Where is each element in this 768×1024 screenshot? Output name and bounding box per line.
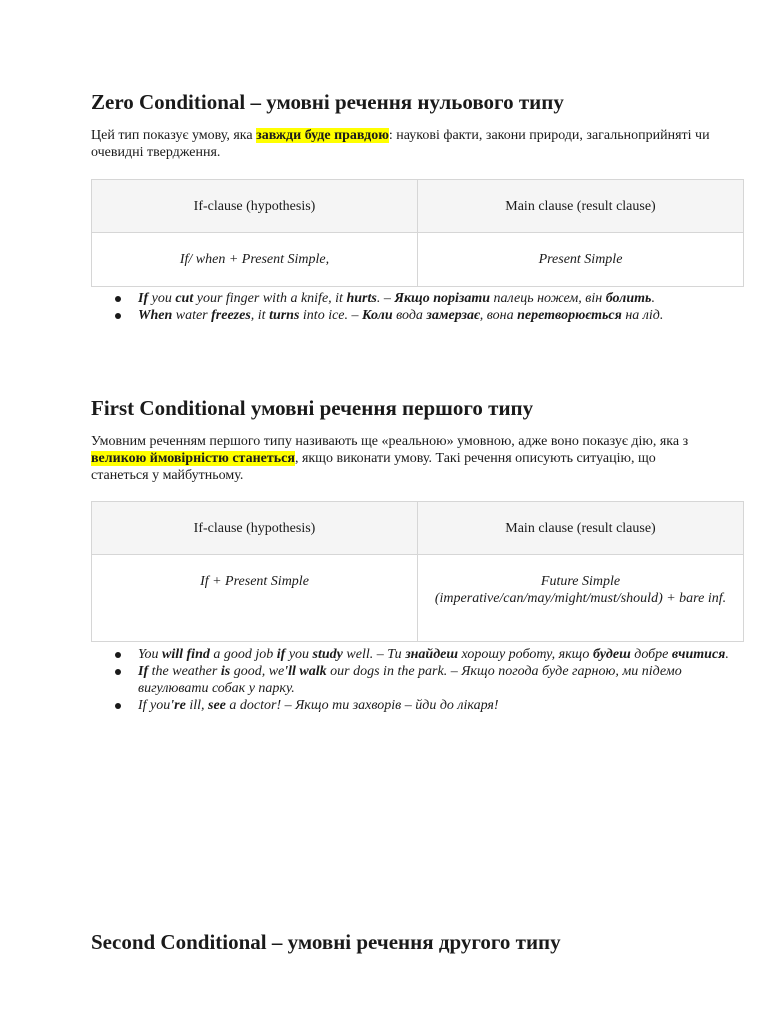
main-clause-header: Main clause (result clause) [418,180,744,233]
example-text: добре [630,647,672,662]
emphasized-text: hurts [346,291,377,306]
example-text: . [651,291,655,306]
emphasized-text: see [208,698,226,713]
intro-text: Умовним реченням першого типу називають ще «реальною» умовною, адже воно показує дію, яка з [91,434,689,449]
example-text: well. – Ти [342,647,406,662]
zero-conditional-examples [91,290,753,324]
example-text: . – [376,291,395,306]
emphasized-text: перетворюється [517,308,622,323]
emphasized-text: будеш [592,647,631,662]
emphasized-text: If [138,664,149,679]
first-conditional-examples [91,646,753,714]
main-clause-cell: Future Simple (imperative/can/may/might/must/should) + bare inf. [418,555,744,642]
example-text: our dogs in the park. – Якщо погода буде гарною, ми підемо вигулювати собак у парку. [138,664,682,696]
emphasized-text: Якщо порізати [394,291,491,306]
emphasized-text: study [312,647,343,662]
example-text: If you [138,698,171,713]
emphasized-text: freezes [211,308,251,323]
zero-conditional-intro [91,127,711,161]
example-item [138,290,753,307]
example-text: a good job [209,647,277,662]
example-text: good, we [230,664,285,679]
example-item [138,663,753,697]
first-conditional-table [91,501,744,642]
zero-conditional-table [91,179,744,287]
if-clause-cell: If + Present Simple [92,555,418,642]
example-text: вода [392,308,427,323]
emphasized-text: знайдеш [405,647,459,662]
example-item [138,697,753,714]
emphasized-text: 're [170,698,186,713]
table-header-row [92,180,744,233]
example-item [138,646,753,663]
table-row [92,555,744,642]
example-text: . [725,647,729,662]
emphasized-text: if [276,647,286,662]
table-header-row [92,502,744,555]
highlighted-phrase: великою ймовірністю станеться [91,451,295,466]
emphasized-text: is [220,664,231,679]
example-text: ill, [185,698,208,713]
emphasized-text: вчитися [671,647,726,662]
intro-text: Цей тип показує умову, яка [91,128,257,143]
if-clause-header: If-clause (hypothesis) [92,180,418,233]
zero-conditional-title: Zero Conditional – умовні речення нульового типу [91,90,564,114]
first-conditional-title: First Conditional умовні речення першого типу [91,396,534,420]
highlighted-phrase: завжди буде правдою [256,128,389,143]
emphasized-text: If [138,291,149,306]
intro-text: : наукові факти, закони природи, загальноприйняті чи очевидні твердження. [91,128,710,160]
emphasized-text: 'll walk [284,664,327,679]
emphasized-text: will find [162,647,210,662]
if-clause-header: If-clause (hypothesis) [92,502,418,555]
emphasized-text: turns [269,308,300,323]
example-text: You [138,647,163,662]
example-text: you [148,291,176,306]
emphasized-text: болить [605,291,652,306]
example-text: into ice. – [299,308,363,323]
table-row [92,233,744,287]
intro-text: , якщо виконати умову. Такі речення описують ситуацію, що станеться у майбутньому. [91,451,656,483]
example-text: на лід. [621,308,664,323]
example-text: a doctor! – Якщо ти захворів – йди до лікаря! [225,698,499,713]
example-text: water [172,308,212,323]
second-conditional-title: Second Conditional – умовні речення другого типу [91,930,561,954]
emphasized-text: Коли [362,308,393,323]
emphasized-text: замерзає [426,308,480,323]
example-text: , вона [479,308,518,323]
example-text: your finger with a knife, it [193,291,347,306]
example-text: the weather [148,664,221,679]
main-clause-cell: Present Simple [418,233,744,287]
example-text: хорошу роботу, якщо [458,647,593,662]
first-conditional-intro [91,433,711,484]
example-text: , it [250,308,270,323]
emphasized-text: cut [175,291,194,306]
example-item [138,307,753,324]
example-text: you [285,647,313,662]
main-clause-header: Main clause (result clause) [418,502,744,555]
example-text: палець ножем, він [490,291,606,306]
if-clause-cell: If/ when + Present Simple, [92,233,418,287]
emphasized-text: When [138,308,173,323]
